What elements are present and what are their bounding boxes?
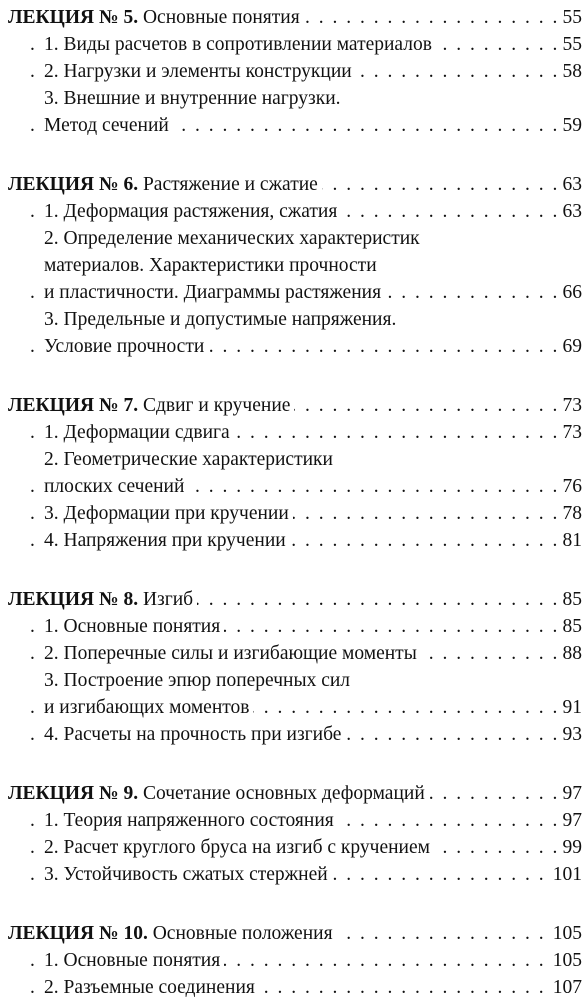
page-number: 107 (549, 974, 582, 1001)
entry-text: плоских сечений (44, 473, 188, 500)
page-number: 59 (559, 112, 583, 139)
page-number: 105 (549, 947, 582, 974)
entry-text: и изгибающих моментов (44, 694, 253, 721)
page-number: 78 (559, 500, 583, 527)
toc-item (0, 527, 588, 554)
entry-text: 1. Виды расчетов в сопротивлении материалов (44, 31, 436, 58)
entry-text: 2. Поперечные силы и изгибающие моменты (44, 640, 421, 667)
lecture-label: ЛЕКЦИЯ № 6. (8, 174, 139, 195)
entry-text: 3. Деформации при кручении (44, 500, 293, 527)
entry-text: 3. Предельные и допустимые напряжения. (44, 306, 400, 333)
page-number: 99 (559, 834, 583, 861)
toc-item (0, 31, 588, 58)
lecture-label: ЛЕКЦИЯ № 5. (8, 7, 139, 28)
entry-text (8, 780, 429, 807)
toc-item-line (0, 225, 588, 252)
page-number: 63 (559, 198, 583, 225)
entry-text: 2. Геометрические характеристики (44, 446, 337, 473)
page-number: 73 (559, 419, 583, 446)
entry-text: 3. Внешние и внутренние нагрузки. (44, 85, 345, 112)
page-number: 88 (559, 640, 583, 667)
page-number: 73 (559, 392, 583, 419)
page-number: 85 (559, 586, 583, 613)
lecture-label: ЛЕКЦИЯ № 8. (8, 589, 139, 610)
page-number: 55 (559, 4, 583, 31)
entry-text (8, 392, 294, 419)
toc-item-line (0, 252, 588, 279)
entry-text: 1. Теория напряженного состояния (44, 807, 338, 834)
page-number: 97 (559, 807, 583, 834)
toc-item-line (0, 667, 588, 694)
lecture-title: Изгиб (138, 589, 194, 610)
entry-text: и пластичности. Диаграммы растяжения (44, 279, 385, 306)
entry-text (8, 586, 197, 613)
entry-text: 1. Деформация растяжения, сжатия (44, 198, 341, 225)
toc-item (0, 834, 588, 861)
entry-text (8, 171, 322, 198)
toc-item (0, 694, 588, 721)
page-number: 76 (559, 473, 583, 500)
toc-item (0, 807, 588, 834)
page-number: 55 (559, 31, 583, 58)
lecture-title: Основные положения (147, 923, 333, 944)
lecture-label: ЛЕКЦИЯ № 10. (8, 923, 148, 944)
toc-item (0, 861, 588, 888)
entry-text: 3. Устойчивость сжатых стержней (44, 861, 332, 888)
lecture-heading (0, 920, 588, 947)
entry-text: 2. Разъемные соединения (44, 974, 259, 1001)
entry-text: 1. Деформации сдвига (44, 419, 234, 446)
page-number: 97 (559, 780, 583, 807)
lecture-heading (0, 586, 588, 613)
lecture-title: Сдвиг и кручение (138, 395, 291, 416)
entry-text: 4. Напряжения при кручении (44, 527, 290, 554)
toc-item (0, 721, 588, 748)
page-number: 93 (559, 721, 583, 748)
toc-item (0, 58, 588, 85)
entry-text: 2. Определение механических характеристик (44, 225, 424, 252)
toc-item (0, 947, 588, 974)
toc-item (0, 279, 588, 306)
page-number: 81 (559, 527, 583, 554)
lecture-label: ЛЕКЦИЯ № 7. (8, 395, 139, 416)
entry-text (8, 4, 304, 31)
page-number: 85 (559, 613, 583, 640)
toc-item-line (0, 306, 588, 333)
toc-item-line (0, 85, 588, 112)
toc-item (0, 419, 588, 446)
toc-item (0, 112, 588, 139)
lecture-title: Основные понятия (138, 7, 300, 28)
page-number: 101 (549, 861, 582, 888)
toc-item (0, 473, 588, 500)
lecture-title: Растяжение и сжатие (138, 174, 318, 195)
entry-text: 1. Основные понятия (44, 613, 224, 640)
toc-item (0, 333, 588, 360)
toc-item (0, 198, 588, 225)
page-number: 66 (559, 279, 583, 306)
entry-text: 2. Расчет круглого бруса на изгиб с кручением (44, 834, 434, 861)
lecture-heading (0, 4, 588, 31)
toc-item-line (0, 446, 588, 473)
toc-item (0, 974, 588, 1001)
page-number: 69 (559, 333, 583, 360)
lecture-heading (0, 392, 588, 419)
toc-item (0, 640, 588, 667)
lecture-heading (0, 171, 588, 198)
entry-text: Метод сечений (44, 112, 173, 139)
entry-text: 4. Расчеты на прочность при изгибе (44, 721, 345, 748)
entry-text: 1. Основные понятия (44, 947, 224, 974)
entry-text: 2. Нагрузки и элементы конструкции (44, 58, 356, 85)
lecture-heading (0, 780, 588, 807)
lecture-label: ЛЕКЦИЯ № 9. (8, 783, 139, 804)
entry-text: Условие прочности (44, 333, 208, 360)
page-number: 58 (559, 58, 583, 85)
toc-item (0, 613, 588, 640)
entry-text (8, 920, 337, 947)
page-number: 63 (559, 171, 583, 198)
lecture-title: Сочетание основных деформаций (138, 783, 425, 804)
toc-item (0, 500, 588, 527)
page-number: 91 (559, 694, 583, 721)
page-number: 105 (549, 920, 582, 947)
entry-text: материалов. Характеристики прочности (44, 252, 381, 279)
entry-text: 3. Построение эпюр поперечных сил (44, 667, 354, 694)
